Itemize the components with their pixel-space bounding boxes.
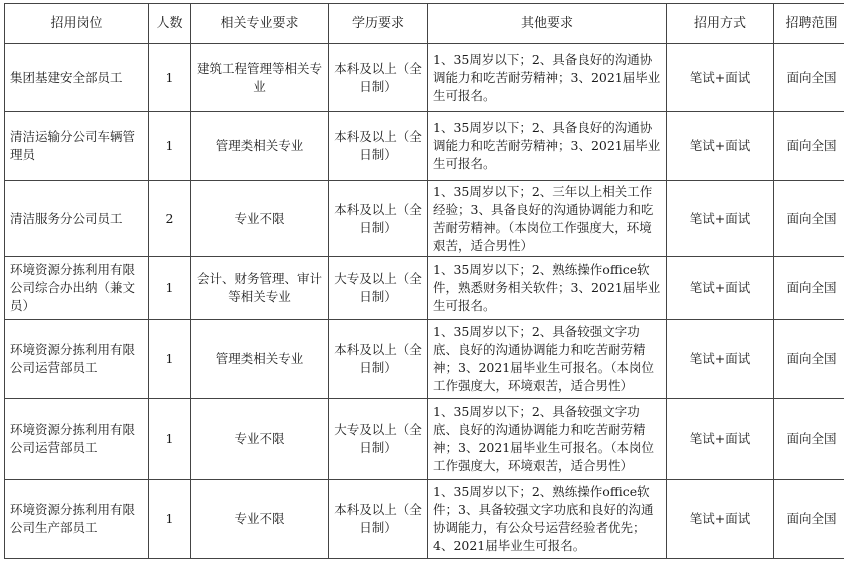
cell-major: 会计、财务管理、审计等相关专业: [191, 257, 329, 320]
cell-major: 管理类相关专业: [191, 320, 329, 399]
header-num: 人数: [149, 4, 191, 44]
recruitment-table: [4, 3, 844, 559]
cell-major: 专业不限: [191, 181, 329, 257]
cell-scope: 面向全国: [774, 44, 844, 112]
header-other: 其他要求: [428, 4, 667, 44]
header-post: 招用岗位: [5, 4, 149, 44]
cell-edu: 本科及以上（全日制）: [329, 112, 428, 181]
table-row: [5, 480, 844, 559]
cell-post: 环境资源分拣利用有限公司综合办出纳（兼文员）: [5, 257, 149, 320]
header-major: 相关专业要求: [191, 4, 329, 44]
cell-scope: 面向全国: [774, 181, 844, 257]
cell-method: 笔试+面试: [667, 257, 774, 320]
cell-other: 1、35周岁以下；2、三年以上相关工作经验；3、具备良好的沟通协调能力和吃苦耐劳精神。（本岗位工作强度大，环境艰苦，适合男性）: [428, 181, 667, 257]
cell-major: 建筑工程管理等相关专业: [191, 44, 329, 112]
cell-other: 1、35周岁以下；2、熟练操作office软件；3、具备较强文字功底和良好的沟通协调能力，有公众号运营经验者优先；4、2021届毕业生可报名。: [428, 480, 667, 559]
cell-major: 管理类相关专业: [191, 112, 329, 181]
cell-method: 笔试+面试: [667, 320, 774, 399]
cell-other: 1、35周岁以下；2、具备良好的沟通协调能力和吃苦耐劳精神；3、2021届毕业生可报名。: [428, 44, 667, 112]
cell-num: 1: [149, 399, 191, 480]
cell-other: 1、35周岁以下；2、熟练操作office软件，熟悉财务相关软件；3、2021届毕业生可报名。: [428, 257, 667, 320]
cell-other: 1、35周岁以下；2、具备较强文字功底、良好的沟通协调能力和吃苦耐劳精神；3、2021届毕业生可报名。（本岗位工作强度大，环境艰苦，适合男性）: [428, 320, 667, 399]
cell-post: 集团基建安全部员工: [5, 44, 149, 112]
cell-post: 清洁服务分公司员工: [5, 181, 149, 257]
cell-edu: 大专及以上（全日制）: [329, 257, 428, 320]
header-row: [5, 4, 844, 44]
table-row: [5, 44, 844, 112]
cell-scope: 面向全国: [774, 320, 844, 399]
cell-post: 环境资源分拣利用有限公司运营部员工: [5, 320, 149, 399]
table-row: [5, 399, 844, 480]
table-row: [5, 257, 844, 320]
cell-edu: 本科及以上（全日制）: [329, 44, 428, 112]
cell-method: 笔试+面试: [667, 399, 774, 480]
cell-post: 清洁运输分公司车辆管理员: [5, 112, 149, 181]
cell-num: 2: [149, 181, 191, 257]
table-row: [5, 181, 844, 257]
cell-major: 专业不限: [191, 480, 329, 559]
cell-edu: 本科及以上（全日制）: [329, 480, 428, 559]
cell-edu: 本科及以上（全日制）: [329, 320, 428, 399]
cell-post: 环境资源分拣利用有限公司运营部员工: [5, 399, 149, 480]
cell-scope: 面向全国: [774, 257, 844, 320]
table-row: [5, 320, 844, 399]
cell-method: 笔试+面试: [667, 480, 774, 559]
cell-method: 笔试+面试: [667, 112, 774, 181]
cell-major: 专业不限: [191, 399, 329, 480]
cell-scope: 面向全国: [774, 480, 844, 559]
cell-num: 1: [149, 480, 191, 559]
header-edu: 学历要求: [329, 4, 428, 44]
cell-method: 笔试+面试: [667, 181, 774, 257]
cell-scope: 面向全国: [774, 399, 844, 480]
cell-num: 1: [149, 320, 191, 399]
cell-num: 1: [149, 112, 191, 181]
cell-num: 1: [149, 44, 191, 112]
cell-other: 1、35周岁以下；2、具备良好的沟通协调能力和吃苦耐劳精神；3、2021届毕业生可报名。: [428, 112, 667, 181]
cell-other: 1、35周岁以下；2、具备较强文字功底、良好的沟通协调能力和吃苦耐劳精神；3、2021届毕业生可报名。（本岗位工作强度大，环境艰苦，适合男性）: [428, 399, 667, 480]
cell-scope: 面向全国: [774, 112, 844, 181]
cell-post: 环境资源分拣利用有限公司生产部员工: [5, 480, 149, 559]
header-method: 招用方式: [667, 4, 774, 44]
cell-method: 笔试+面试: [667, 44, 774, 112]
cell-edu: 本科及以上（全日制）: [329, 181, 428, 257]
table-row: [5, 112, 844, 181]
cell-num: 1: [149, 257, 191, 320]
cell-edu: 大专及以上（全日制）: [329, 399, 428, 480]
header-scope: 招聘范围: [774, 4, 844, 44]
